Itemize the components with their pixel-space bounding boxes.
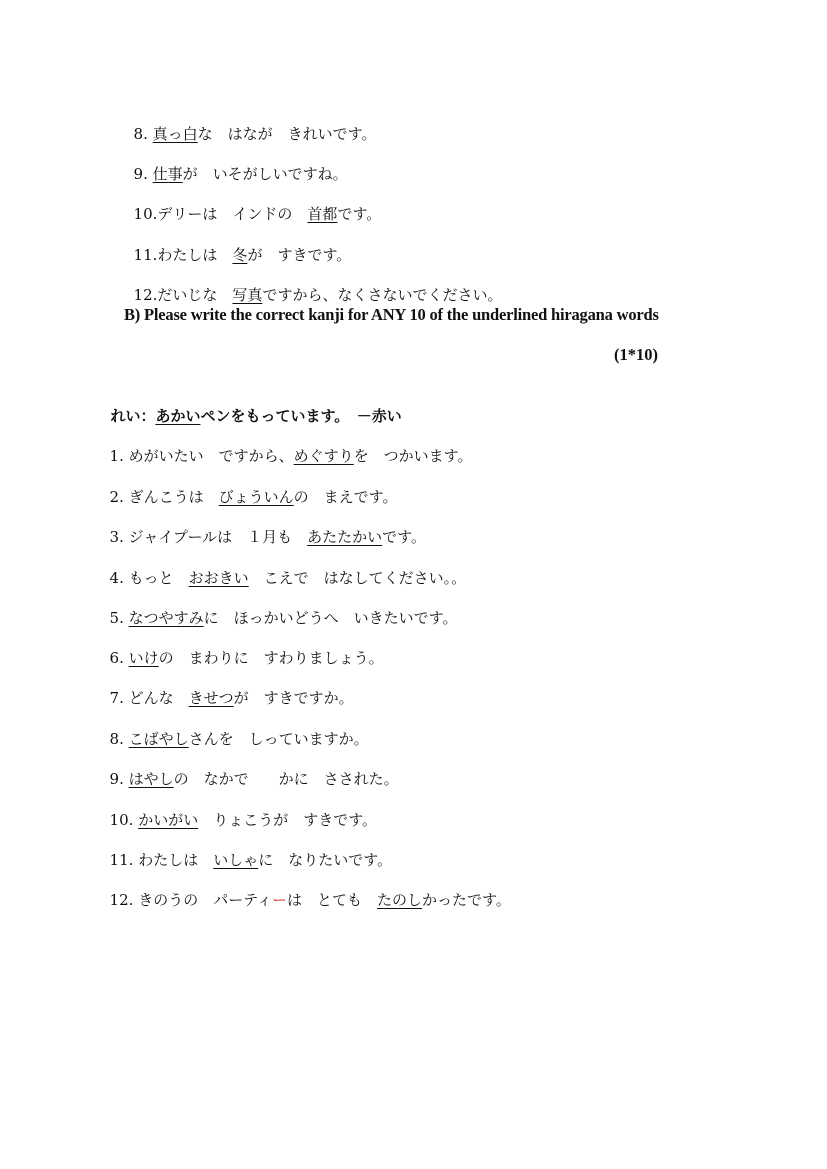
underlined-word: いけ [128,649,159,667]
list-item [100,668,354,708]
item-number: 11. [109,851,134,869]
item-text-pre: めがいたい ですから、 [128,447,294,465]
item-text-post: ですから、なくさないでください。 [262,286,503,304]
item-text-post: に なりたいです。 [258,851,393,869]
item-text-pre: きのうの パーティ [138,891,272,909]
underlined-word: はやし [128,770,174,788]
item-number: 6. [109,649,124,667]
item-number: 9. [109,770,124,788]
item-number: 2. [109,488,124,506]
list-item [100,870,511,910]
underlined-word: おおきい [188,569,249,587]
list-item [100,588,457,628]
underlined-word: 写真 [232,286,263,304]
example-text-post: ペンをもっています。 －赤い [200,407,402,425]
item-text-post: かったです。 [422,891,511,909]
item-number: 3. [109,528,124,546]
list-item [124,104,376,144]
item-text-post: が すきです。 [247,246,352,264]
underlined-word: あたたかい [307,528,383,546]
item-number: 12. [133,286,158,304]
underlined-word: たのし [377,891,423,909]
section-b-marks: (1*10) [614,345,658,364]
list-item [124,184,381,224]
item-text-post: に ほっかいどうへ いきたいです。 [203,609,458,627]
underlined-word: 首都 [307,205,338,223]
item-text-post: な はなが きれいです。 [197,125,377,143]
list-item [100,426,472,466]
underlined-word: あかい [155,407,201,425]
list-item [100,830,392,870]
item-text-mid: は とても [287,891,378,909]
underlined-word: 仕事 [152,165,183,183]
item-number: 1. [109,447,124,465]
list-item [100,628,384,668]
item-text-post: です。 [382,528,426,546]
item-text-pre: もっと [128,569,189,587]
item-number: 7. [109,689,124,707]
underlined-word: きせつ [188,689,234,707]
item-number: 10. [109,811,134,829]
item-number: 4. [109,569,124,587]
underlined-word: いしゃ [213,851,259,869]
list-item [124,265,502,305]
underlined-word: びょういん [218,488,294,506]
item-text-pre: ぎんこうは [128,488,219,506]
item-number: 10. [133,205,158,223]
list-item [124,225,351,265]
list-item [100,749,399,789]
item-text-post: りょこうが すきです。 [198,811,378,829]
list-item [100,467,397,507]
item-text-post: です。 [337,205,382,223]
item-text-post: の まえです。 [293,488,398,506]
item-text-post: が すきですか。 [233,689,354,707]
red-long-vowel-mark: ー [272,891,288,909]
underlined-word: こばやし [128,730,189,748]
item-text-post: の なかで かに さされた。 [173,770,399,788]
item-number: 5. [109,609,124,627]
item-number: 8. [109,730,124,748]
item-text-pre: ジャイプールは １月も [128,528,308,546]
item-text-pre: わたしは [157,246,233,264]
underlined-word: 冬 [232,246,248,264]
example-line [100,386,402,426]
item-number: 12. [109,891,134,909]
example-label: れい： [110,407,156,425]
underlined-word: かいがい [138,811,199,829]
section-b-heading: B) Please write the correct kanji for ANY 10 of the underlined hiragana words [124,305,659,324]
item-text-pre: だいじな [157,286,233,304]
item-number: 9. [133,165,148,183]
item-text-pre: わたしは [138,851,214,869]
underlined-word: 真っ白 [152,125,198,143]
item-text-pre: どんな [128,689,189,707]
item-text-post: の まわりに すわりましょう。 [158,649,384,667]
list-item [100,548,466,588]
list-item [100,709,369,749]
item-text-post: こえで はなしてください。。 [248,569,467,587]
underlined-word: めぐすり [293,447,354,465]
item-text-post: を つかいます。 [353,447,473,465]
list-item [124,144,348,184]
item-text-post: さんを しっていますか。 [188,730,369,748]
item-text-pre: デリーは インドの [157,205,308,223]
item-number: 8. [133,125,148,143]
underlined-word: なつやすみ [128,609,204,627]
item-number: 11. [133,246,158,264]
list-item [100,507,426,547]
list-item [100,790,377,830]
item-text-post: が いそがしいですね。 [182,165,348,183]
